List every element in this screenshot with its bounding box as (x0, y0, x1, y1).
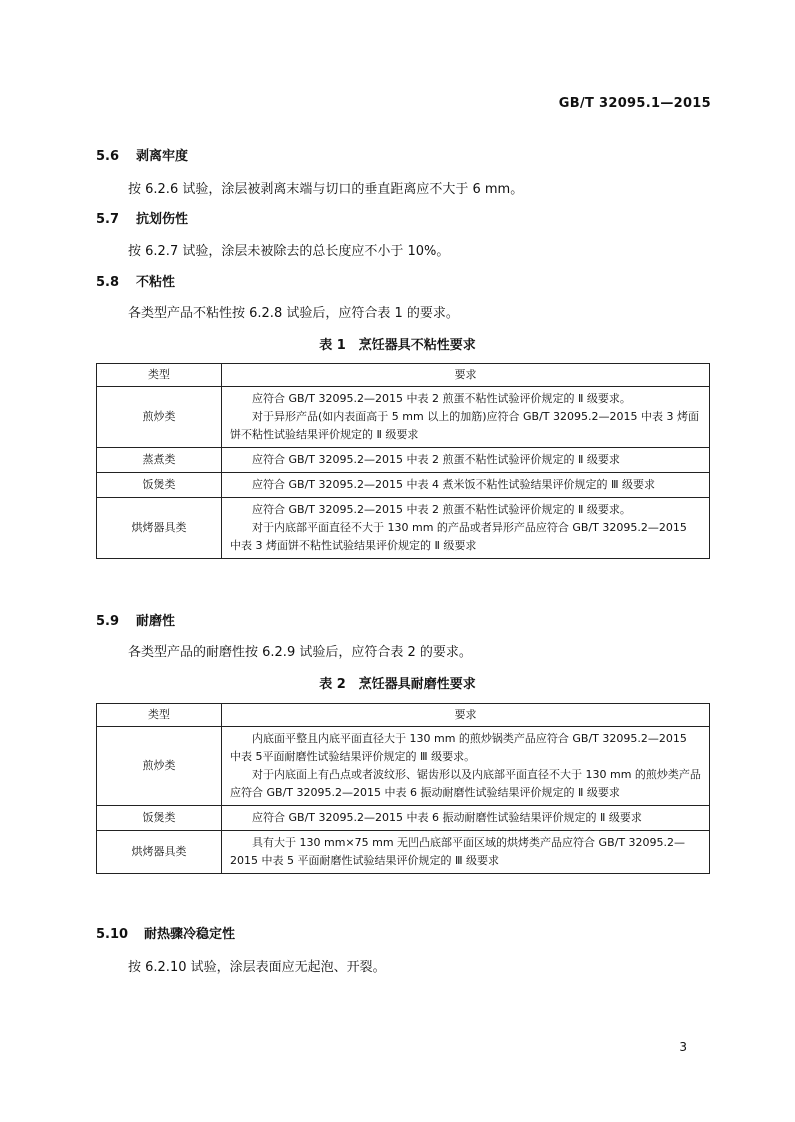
section-5-9-text: 各类型产品的耐磨性按 6.2.9 试验后，应符合表 2 的要求。 (128, 645, 472, 660)
table-row (97, 473, 710, 498)
table-row (97, 387, 710, 448)
requirement-cell (222, 806, 710, 831)
section-5-8-heading (96, 271, 175, 290)
requirement-text: 应符合 GB/T 32095.2—2015 中表 2 煎蛋不粘性试验评价规定的 Ⅱ 级要求。 (252, 392, 631, 405)
page-number: 3 (679, 1040, 687, 1054)
table-header-row (97, 364, 710, 387)
section-5-6-heading (96, 145, 188, 164)
table-1 (96, 363, 710, 559)
section-5-8-text: 各类型产品不粘性按 6.2.8 试验后，应符合表 1 的要求。 (128, 306, 459, 321)
section-number: 5.10 (96, 927, 129, 942)
standard-id-header: GB/T 32095.1—2015 (558, 96, 711, 111)
section-number: 5.8 (96, 275, 120, 290)
column-header-type: 类型 (97, 364, 222, 387)
table-1-caption: 表 1 烹饪器具不粘性要求 (319, 338, 476, 353)
section-5-9-heading (96, 610, 175, 629)
section-number: 5.6 (96, 149, 120, 164)
requirement-text: 应符合 GB/T 32095.2—2015 中表 4 煮米饭不粘性试验结果评价规定的 Ⅲ 级要求 (252, 478, 656, 491)
requirement-text: 对于异形产品(如内表面高于 5 mm 以上的加筋)应符合 GB/T 32095.2—2015 中表 3 烤面饼不粘性试验结果评价规定的 Ⅱ 级要求 (230, 410, 699, 441)
table-row (97, 831, 710, 874)
requirement-cell (222, 448, 710, 473)
requirement-text: 对于内底部平面直径不大于 130 mm 的产品或者异形产品应符合 GB/T 32095.2—2015 中表 3 烤面饼不粘性试验结果评价规定的 Ⅱ 级要求 (230, 521, 687, 552)
column-header-type: 类型 (97, 704, 222, 727)
requirement-text: 对于内底面上有凸点或者波纹形、锯齿形以及内底部平面直径不大于 130 mm 的煎炒类产品应符合 GB/T 32095.2—2015 中表 6 振动耐磨性试验结果评价规定的 Ⅱ 级要求 (230, 768, 701, 799)
type-cell: 烘烤器具类 (97, 498, 222, 559)
section-5-7-text: 按 6.2.7 试验，涂层未被除去的总长度应不小于 10%。 (128, 244, 450, 259)
table-row (97, 448, 710, 473)
type-cell: 煎炒类 (97, 727, 222, 806)
section-title: 耐磨性 (136, 614, 176, 629)
section-title: 不粘性 (136, 275, 176, 290)
section-number: 5.9 (96, 614, 120, 629)
requirement-text: 应符合 GB/T 32095.2—2015 中表 2 煎蛋不粘性试验评价规定的 Ⅱ 级要求。 (252, 503, 631, 516)
section-title: 耐热骤冷稳定性 (144, 927, 236, 942)
column-header-requirement: 要求 (222, 364, 710, 387)
section-5-10-heading (96, 923, 235, 942)
table-2-caption: 表 2 烹饪器具耐磨性要求 (319, 677, 476, 692)
table-row (97, 498, 710, 559)
requirement-text: 应符合 GB/T 32095.2—2015 中表 6 振动耐磨性试验结果评价规定的 Ⅱ 级要求 (252, 811, 642, 824)
table-2 (96, 703, 710, 874)
table-row (97, 727, 710, 806)
section-title: 抗划伤性 (136, 212, 189, 227)
column-header-requirement: 要求 (222, 704, 710, 727)
section-title: 剥离牢度 (136, 149, 189, 164)
section-number: 5.7 (96, 212, 120, 227)
requirement-cell (222, 727, 710, 806)
requirement-cell (222, 498, 710, 559)
requirement-cell (222, 831, 710, 874)
type-cell: 煎炒类 (97, 387, 222, 448)
requirement-cell (222, 473, 710, 498)
table-row (97, 806, 710, 831)
type-cell: 烘烤器具类 (97, 831, 222, 874)
type-cell: 饭煲类 (97, 806, 222, 831)
type-cell: 饭煲类 (97, 473, 222, 498)
table-header-row (97, 704, 710, 727)
requirement-cell (222, 387, 710, 448)
section-5-6-text: 按 6.2.6 试验，涂层被剥离末端与切口的垂直距离应不大于 6 mm。 (128, 182, 524, 197)
requirement-text: 应符合 GB/T 32095.2—2015 中表 2 煎蛋不粘性试验评价规定的 Ⅱ 级要求 (252, 453, 620, 466)
requirement-text: 具有大于 130 mm×75 mm 无凹凸底部平面区域的烘烤类产品应符合 GB/T 32095.2—2015 中表 5 平面耐磨性试验结果评价规定的 Ⅲ 级要求 (230, 836, 686, 867)
type-cell: 蒸煮类 (97, 448, 222, 473)
section-5-10-text: 按 6.2.10 试验，涂层表面应无起泡、开裂。 (128, 960, 386, 975)
section-5-7-heading (96, 208, 188, 227)
requirement-text: 内底面平整且内底平面直径大于 130 mm 的煎炒锅类产品应符合 GB/T 32095.2—2015 中表 5平面耐磨性试验结果评价规定的 Ⅲ 级要求。 (230, 732, 687, 763)
